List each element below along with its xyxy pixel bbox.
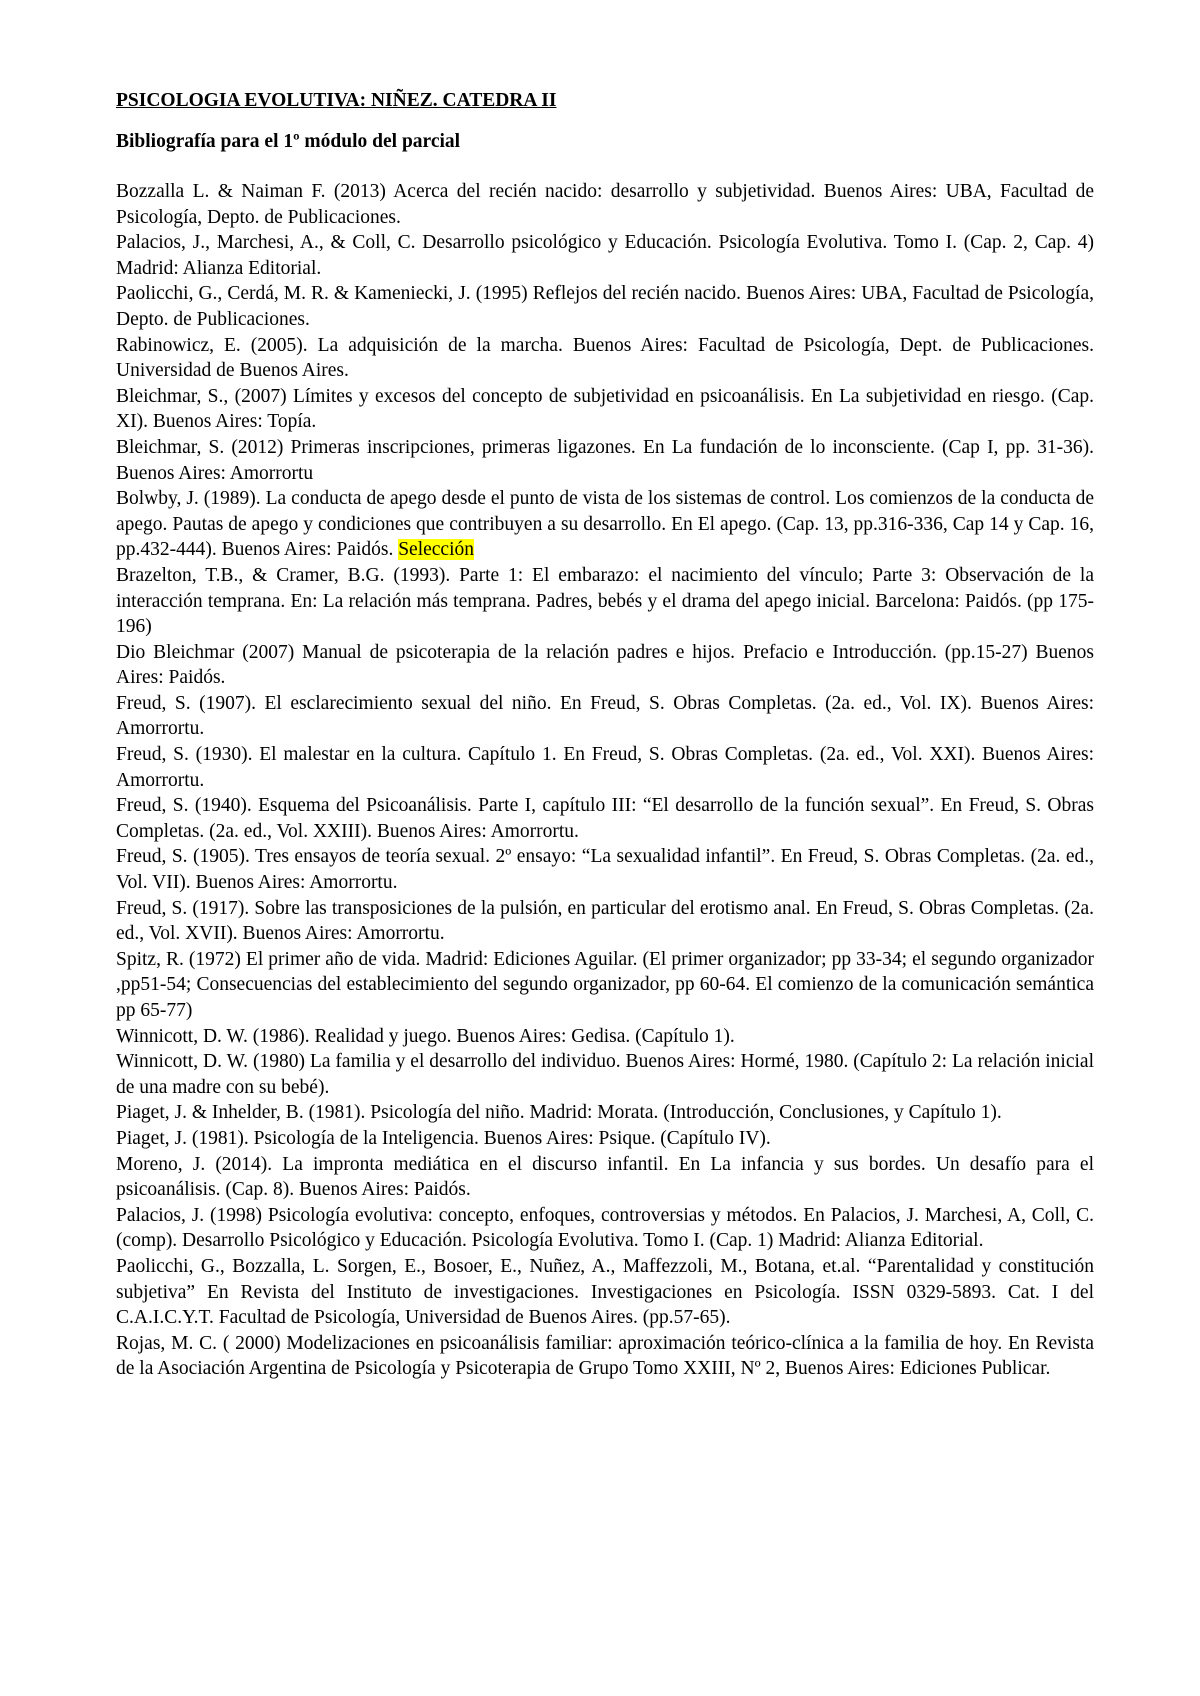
reference-item <box>116 793 1094 844</box>
reference-text: Piaget, J. & Inhelder, B. (1981). Psicología del niño. Madrid: Morata. (Introducción, Conclusiones, y Capítulo 1). <box>116 1102 1002 1124</box>
reference-item <box>116 947 1094 1024</box>
reference-text: Bleichmar, S. (2012) Primeras inscripciones, primeras ligazones. En La fundación de lo inconsciente. (Cap I, pp. 31-36). Buenos Aires: Amorrortu <box>116 436 1094 484</box>
document-title: PSICOLOGIA EVOLUTIVA: NIÑEZ. CATEDRA II <box>116 90 557 111</box>
reference-item <box>116 333 1094 384</box>
reference-text: Bleichmar, S., (2007) Límites y excesos del concepto de subjetividad en psicoanálisis. En La subjetividad en riesgo. (Cap. XI). Buenos Aires: Topía. <box>116 385 1094 433</box>
reference-text: Paolicchi, G., Cerdá, M. R. & Kameniecki, J. (1995) Reflejos del recién nacido. Buenos Aires: UBA, Facultad de Psicología, Depto. de Publicaciones. <box>116 283 1094 330</box>
reference-item <box>116 1049 1094 1100</box>
document-content <box>116 88 1094 1382</box>
reference-item <box>116 1331 1094 1382</box>
reference-item <box>116 691 1094 742</box>
reference-text: Rojas, M. C. ( 2000) Modelizaciones en psicoanálisis familiar: aproximación teórico-clínica a la familia de hoy. En Revista de la Asociación Argentina de Psicología y Psicoterapia de Grupo Tomo XXIII, Nº 2, Buenos Aires: Ediciones Publicar. <box>116 1332 1094 1380</box>
reference-text: Freud, S. (1917). Sobre las transposiciones de la pulsión, en particular del erotismo anal. En Freud, S. Obras Completas. (2a. ed., Vol. XVII). Buenos Aires: Amorrortu. <box>116 897 1094 945</box>
reference-item <box>116 1254 1094 1331</box>
reference-item <box>116 230 1094 281</box>
reference-item <box>116 384 1094 435</box>
reference-text: Palacios, J. (1998) Psicología evolutiva: concepto, enfoques, controversias y métodos. En Palacios, J. Marchesi, A, Coll, C. (comp). Desarrollo Psicológico y Educación. Psicología Evolutiva. Tomo I. (Cap. 1) Madrid: Alianza Editorial. <box>116 1204 1094 1252</box>
reference-text: Freud, S. (1940). Esquema del Psicoanálisis. Parte I, capítulo III: “El desarrollo de la función sexual”. En Freud, S. Obras Completas. (2a. ed., Vol. XXIII). Buenos Aires: Amorrortu. <box>116 795 1094 842</box>
reference-item <box>116 435 1094 486</box>
reference-text: Spitz, R. (1972) El primer año de vida. Madrid: Ediciones Aguilar. (El primer organizador; pp 33-34; el segundo organizador ,pp51-54; Consecuencias del establecimiento del segundo organizador, pp 60-64. El comienzo de la comunicación semántica pp 65-77) <box>116 948 1094 1021</box>
reference-text: Rabinowicz, E. (2005). La adquisición de la marcha. Buenos Aires: Facultad de Psicología, Dept. de Publicaciones. Universidad de Buenos Aires. <box>116 334 1094 382</box>
reference-item <box>116 1126 1094 1152</box>
reference-item <box>116 844 1094 895</box>
reference-text: Dio Bleichmar (2007) Manual de psicoterapia de la relación padres e hijos. Prefacio e Introducción. (pp.15-27) Buenos Aires: Paidós. <box>116 641 1094 689</box>
reference-item <box>116 1203 1094 1254</box>
reference-item <box>116 896 1094 947</box>
reference-item <box>116 1152 1094 1203</box>
reference-text: Bolwby, J. (1989). La conducta de apego desde el punto de vista de los sistemas de control. Los comienzos de la conducta de apego. Pautas de apego y condiciones que contribuyen a su desarrollo. En El apego. (Cap. 13, pp.316-336, Cap 14 y Cap. 16, pp.432-444). Buenos Aires: Paidós. <box>116 488 1094 561</box>
reference-text: Palacios, J., Marchesi, A., & Coll, C. Desarrollo psicológico y Educación. Psicología Evolutiva. Tomo I. (Cap. 2, Cap. 4) Madrid: Alianza Editorial. <box>116 232 1094 279</box>
reference-list <box>116 179 1094 1382</box>
reference-text: Winnicott, D. W. (1986). Realidad y juego. Buenos Aires: Gedisa. (Capítulo 1). <box>116 1025 735 1047</box>
reference-text: Freud, S. (1905). Tres ensayos de teoría sexual. 2º ensayo: “La sexualidad infantil”. En Freud, S. Obras Completas. (2a. ed., Vol. VII). Buenos Aires: Amorrortu. <box>116 846 1094 894</box>
reference-item <box>116 1100 1094 1126</box>
reference-item <box>116 1024 1094 1050</box>
document-subtitle: Bibliografía para el 1º módulo del parcial <box>116 131 461 152</box>
reference-text: Winnicott, D. W. (1980) La familia y el desarrollo del individuo. Buenos Aires: Hormé, 1980. (Capítulo 2: La relación inicial de una madre con su bebé). <box>116 1051 1094 1098</box>
reference-text: Bozzalla L. & Naiman F. (2013) Acerca del recién nacido: desarrollo y subjetividad. Buenos Aires: UBA, Facultad de Psicología, Depto. de Publicaciones. <box>116 181 1094 228</box>
reference-text: Freud, S. (1930). El malestar en la cultura. Capítulo 1. En Freud, S. Obras Completas. (2a. ed., Vol. XXI). Buenos Aires: Amorrortu. <box>116 744 1094 791</box>
reference-text: Paolicchi, G., Bozzalla, L. Sorgen, E., Bosoer, E., Nuñez, A., Maffezzoli, M., Botana, et.al. “Parentalidad y constitución subjetiva” En Revista del Instituto de investigaciones. Investigaciones en Psicología. ISSN 0329-5893. Cat. I del C.A.I.C.Y.T. Facultad de Psicología, Universidad de Buenos Aires. (pp.57-65). <box>116 1255 1094 1329</box>
reference-item <box>116 486 1094 563</box>
reference-text: Freud, S. (1907). El esclarecimiento sexual del niño. En Freud, S. Obras Completas. (2a. ed., Vol. IX). Buenos Aires: Amorrortu. <box>116 692 1094 740</box>
reference-item <box>116 742 1094 793</box>
reference-item <box>116 281 1094 332</box>
highlighted-note: Selección <box>398 539 475 561</box>
reference-text: Brazelton, T.B., & Cramer, B.G. (1993). Parte 1: El embarazo: el nacimiento del vínculo; Parte 3: Observación de la interacción temprana. En: La relación más temprana. Padres, bebés y el drama del apego inicial. Barcelona: Paidós. (pp 175-196) <box>116 564 1094 638</box>
reference-text: Piaget, J. (1981). Psicología de la Inteligencia. Buenos Aires: Psique. (Capítulo IV). <box>116 1127 771 1149</box>
reference-item <box>116 179 1094 230</box>
reference-text: Moreno, J. (2014). La impronta mediática en el discurso infantil. En La infancia y sus bordes. Un desafío para el psicoanálisis. (Cap. 8). Buenos Aires: Paidós. <box>116 1153 1094 1201</box>
reference-item <box>116 640 1094 691</box>
reference-item <box>116 563 1094 640</box>
